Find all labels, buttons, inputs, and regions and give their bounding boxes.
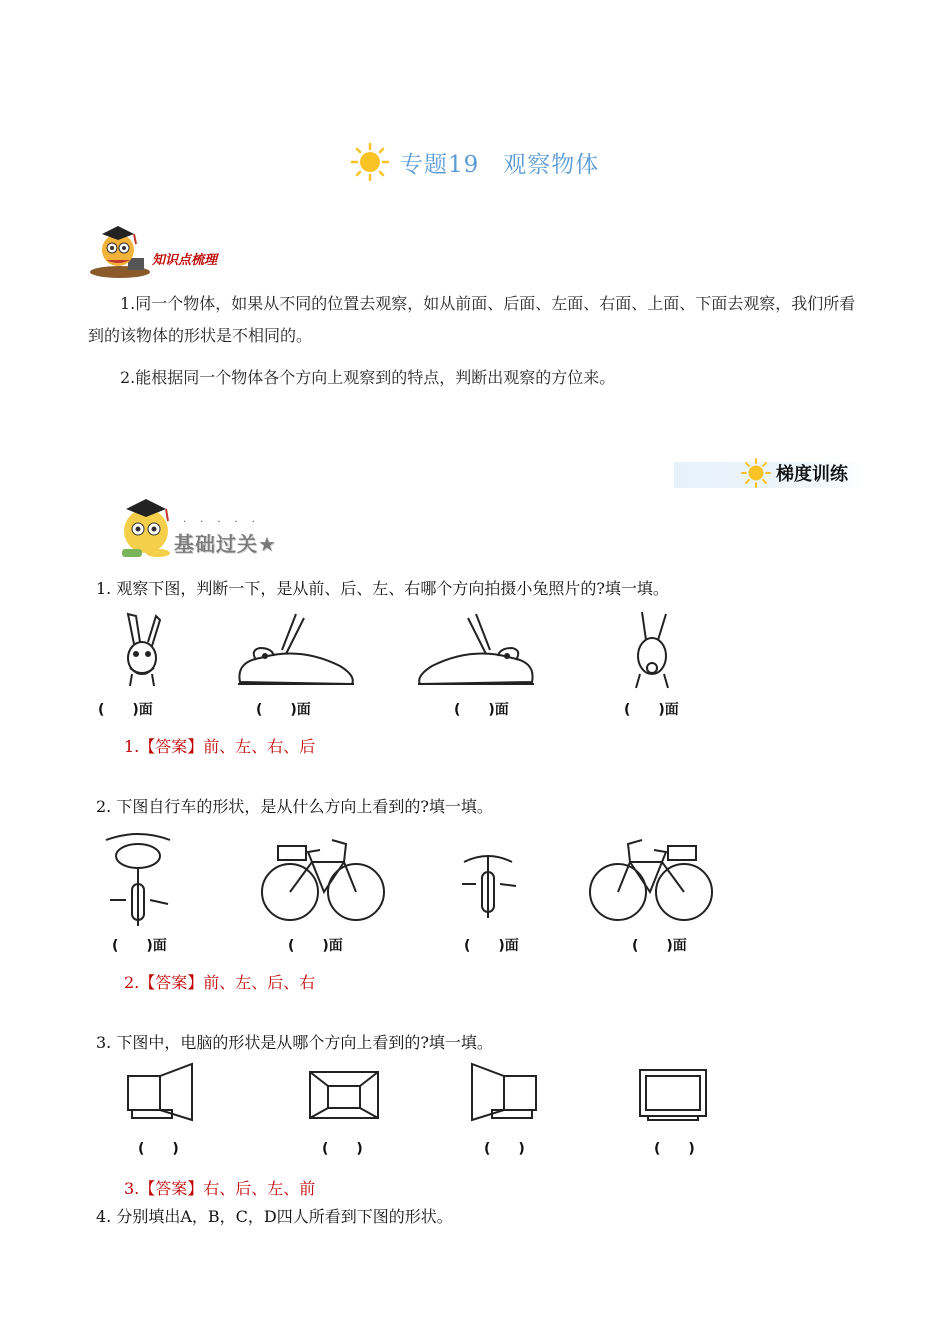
computer-icon	[472, 1064, 536, 1120]
rabbit-icon	[636, 612, 668, 688]
rabbit-icon	[418, 614, 534, 684]
computer-icon	[128, 1064, 192, 1120]
q2-blank-4[interactable]: ( )面	[632, 938, 687, 954]
bicycle-icon	[262, 840, 384, 920]
page-title	[348, 142, 599, 182]
subsection-title: 基础过关★	[174, 532, 277, 556]
knowledge-point-2: 2.能根据同一个物体各个方向上观察到的特点，判断出观察的方位来。	[120, 368, 616, 387]
rabbit-icon	[238, 614, 354, 684]
computer-icon	[310, 1072, 378, 1118]
computer-images	[120, 1060, 720, 1124]
owl-mascot-icon	[110, 495, 182, 561]
bicycle-icon	[590, 840, 712, 920]
q3-blank-3[interactable]: ( )	[484, 1141, 525, 1157]
knowledge-point-1: 1.同一个物体，如果从不同的位置去观察，如从前面、后面、左面、右面、上面、下面去观察，我们所看到的该物体的形状是不相同的。	[88, 294, 856, 345]
computer-icon	[640, 1070, 706, 1120]
star-icon: ★	[258, 532, 277, 556]
subsection-header	[110, 495, 277, 561]
q1-blank-4[interactable]: ( )面	[624, 702, 679, 718]
q3-blank-1[interactable]: ( )	[138, 1141, 179, 1157]
q2-blank-3[interactable]: ( )面	[464, 938, 519, 954]
section-title: 梯度训练	[776, 464, 848, 485]
section-header	[740, 458, 848, 488]
q2-blank-1[interactable]: ( )面	[112, 938, 167, 954]
q1-blank-1[interactable]: ( )面	[98, 702, 153, 718]
question-3-text: 3. 下图中，电脑的形状是从哪个方向上看到的?填一填。	[96, 1033, 493, 1052]
sun-icon	[348, 142, 392, 182]
bicycle-images	[98, 826, 728, 936]
q3-blank-4[interactable]: ( )	[654, 1141, 695, 1157]
rabbit-images	[100, 606, 720, 696]
emphasis-dots: ·····	[183, 517, 269, 528]
q1-blank-2[interactable]: ( )面	[256, 702, 311, 718]
question-1-text: 1. 观察下图，判断一下，是从前、后、左、右哪个方向拍摄小兔照片的?填一填。	[96, 579, 669, 598]
sun-icon	[740, 458, 772, 488]
q2-answer: 2.【答案】前、左、后、右	[124, 973, 316, 992]
rabbit-icon	[128, 614, 160, 686]
q3-blank-2[interactable]: ( )	[322, 1141, 363, 1157]
q3-answer: 3.【答案】右、后、左、前	[124, 1179, 316, 1198]
bicycle-icon	[462, 856, 516, 918]
knowledge-header	[88, 220, 217, 280]
page-title-text: 专题19 观察物体	[400, 151, 600, 178]
q1-blank-3[interactable]: ( )面	[454, 702, 509, 718]
knowledge-label: 知识点梳理	[152, 253, 218, 268]
bicycle-icon	[106, 834, 170, 926]
q1-answer: 1.【答案】前、左、右、后	[124, 737, 316, 756]
question-4-text: 4. 分别填出A，B，C，D四人所看到下图的形状。	[96, 1207, 453, 1226]
q2-blank-2[interactable]: ( )面	[288, 938, 343, 954]
owl-mascot-icon	[88, 220, 158, 280]
question-2-text: 2. 下图自行车的形状，是从什么方向上看到的?填一填。	[96, 797, 493, 816]
